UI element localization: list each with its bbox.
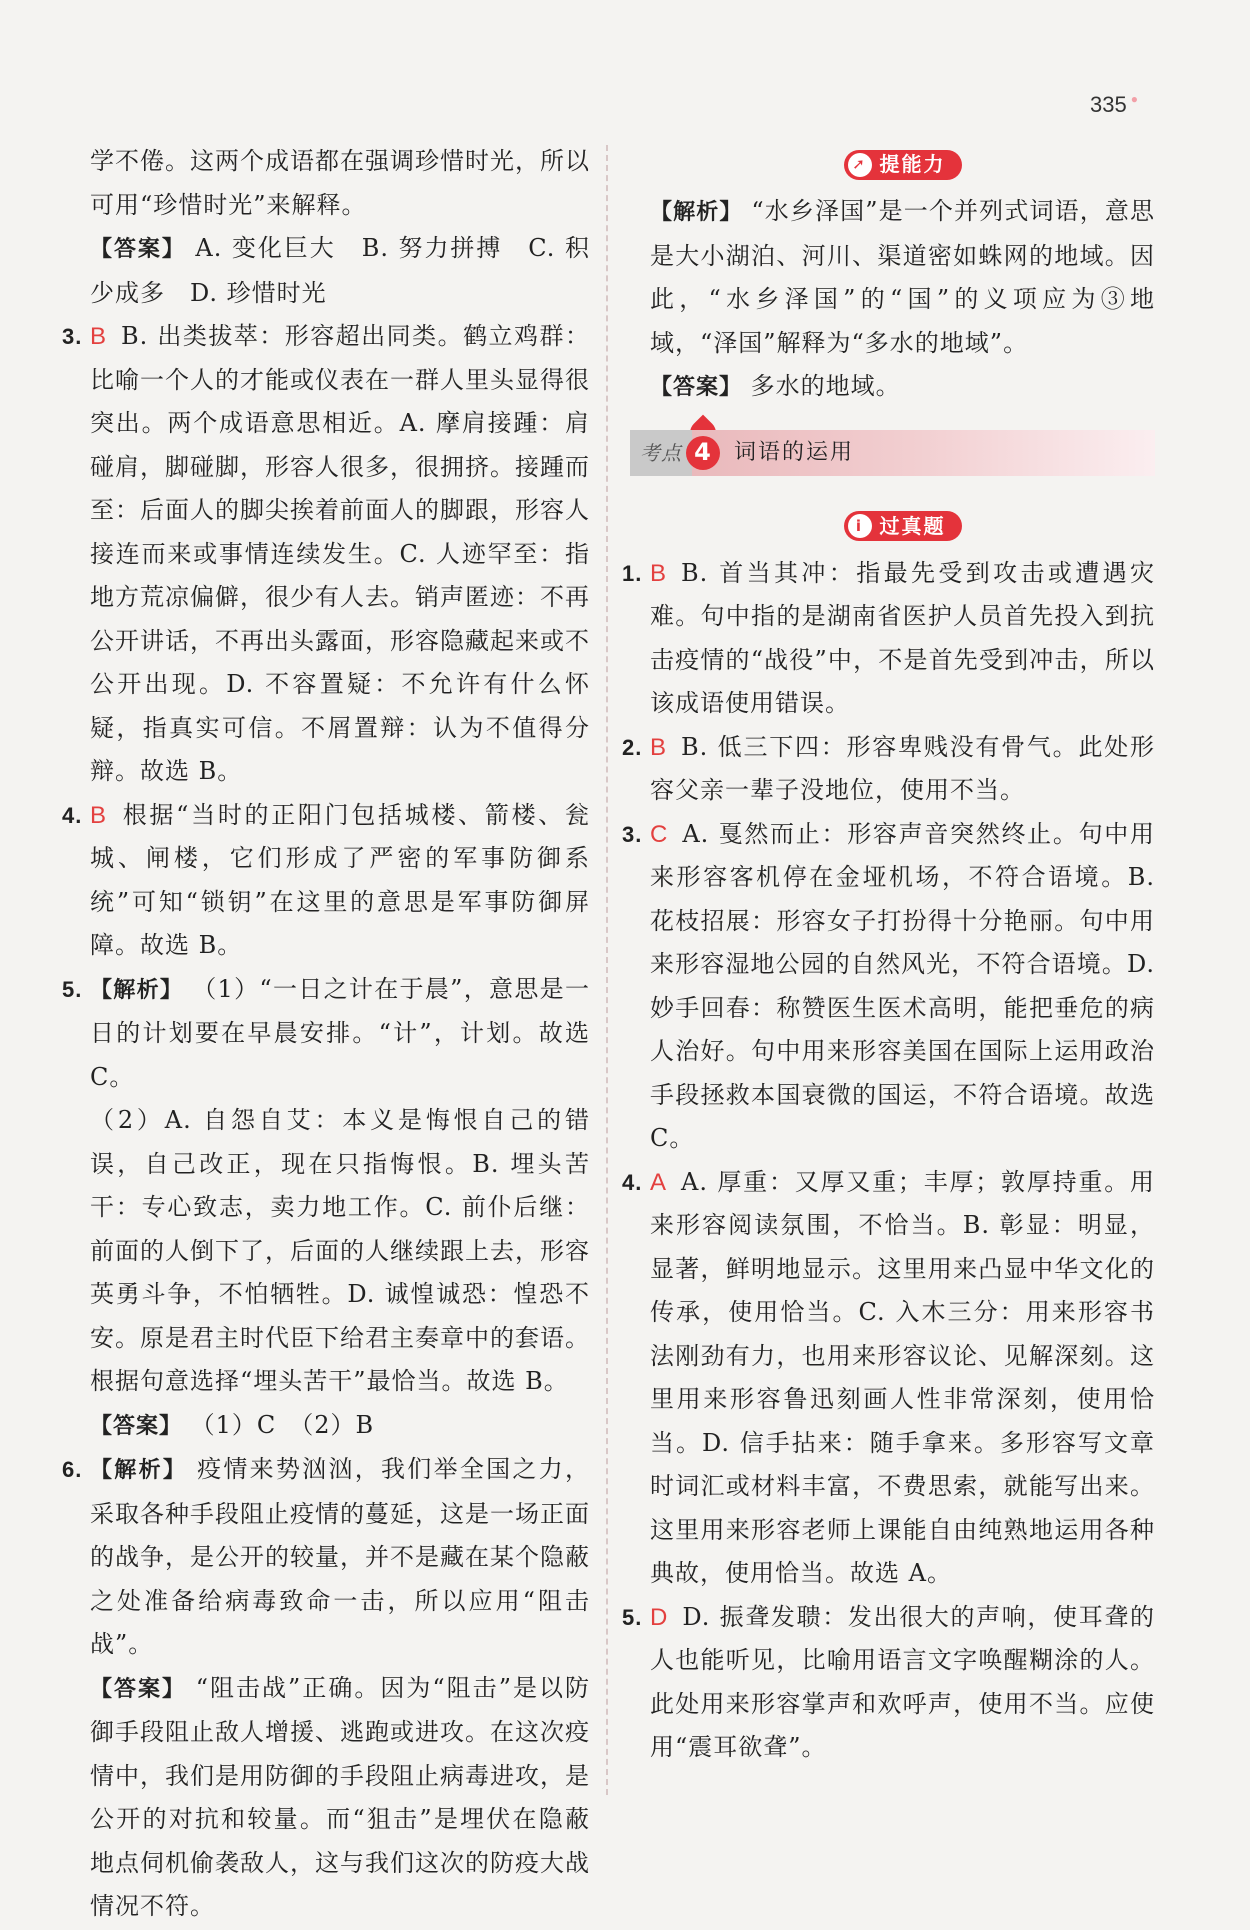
question-number: 3.: [62, 324, 83, 349]
answer-label: 【答案】: [90, 1676, 187, 1702]
answer-paragraph: [650, 365, 1155, 410]
question-4: [622, 1161, 1155, 1596]
answer-letter: B: [90, 323, 108, 350]
page-number-text: 335: [1090, 92, 1127, 117]
question-number: 4.: [62, 802, 83, 828]
question-text: 根据“当时的正阳门包括城楼、箭楼、瓮城、闸楼，它们形成了严密的军事防御系统”可知“锁钥”在这里的意思是军事防御屏障。故选 B。: [90, 800, 590, 959]
question-number: 5.: [622, 1604, 643, 1630]
section-badge-guozhenti: [650, 502, 1155, 552]
analysis-text: “水乡泽国”是一个并列式词语，意思是大小湖泊、河川、渠道密如蛛网的地域。因此，“水乡泽国”的“国”的义项应为③地域，“泽国”解释为“多水的地域”。: [650, 197, 1155, 357]
topic-label: 考点: [630, 430, 692, 476]
compass-icon: ➚: [848, 153, 872, 177]
question-number: 5.: [62, 976, 83, 1002]
question-text: D. 振聋发聩：发出很大的声响，使耳聋的人也能听见，比喻用语言文字唤醒糊涂的人。此处用来形容掌声和欢呼声，使用不当。应使用“震耳欲聋”。: [650, 1602, 1155, 1761]
question-4: [62, 794, 590, 968]
answer-label: 【答案】: [90, 1413, 183, 1439]
info-icon: i: [848, 514, 872, 538]
topic-banner: [630, 430, 1155, 476]
analysis-label: 【解析】: [650, 200, 743, 225]
question-number: 1.: [622, 560, 643, 586]
question-1: [622, 552, 1155, 726]
section-badge-tinengli: [650, 140, 1155, 190]
flame-number-icon: [686, 436, 720, 470]
question-text: A. 厚重：又厚又重；丰厚；敦厚持重。用来形容阅读氛围，不恰当。B. 彰显：明显，显著，鲜明地显示。这里用来凸显中华文化的传承，使用恰当。C. 入木三分：用来形容书法刚劲有力，也用来形容议论、见解深刻。这里用来形容鲁迅刻画人性非常深刻，使用恰当。D. 信手拈来：随手拿来。多形容写文章时词汇或材料丰富，不费思索，就能写出来。这里用来形容老师上课能自由纯熟地运用各种典故，使用恰当。故选 A。: [650, 1167, 1155, 1587]
question-6: [62, 1448, 590, 1929]
question-text: B. 首当其冲：指最先受到攻击或遭遇灾难。句中指的是湖南省医护人员首先投入到抗击疫情的“战役”中，不是首先受到冲击，所以该成语使用错误。: [650, 558, 1155, 717]
analysis-label: 【解析】: [90, 1458, 188, 1483]
question-text: A. 戛然而止：形容声音突然终止。句中用来形容客机停在金垭机场，不符合语境。B. 花枝招展：形容女子打扮得十分艳丽。句中用来形容湿地公园的自然风光，不符合语境。D. 妙手回春：称赞医生医术高明，能把垂危的病人治好。句中用来形容美国在国际上运用政治手段拯救本国衰微的国运，不符合语境。故选 C。: [650, 819, 1155, 1152]
answer-label: 【答案】: [650, 375, 743, 400]
answer-letter: A: [650, 1168, 668, 1196]
topic-title: 词语的运用: [734, 439, 855, 465]
analysis-text: 疫情来势汹汹，我们举全国之力，采取各种手段阻止疫情的蔓延，这是一场正面的战争，是公开的较量，并不是藏在某个隐蔽之处准备给病毒致命一击，所以应用“阻击战”。: [90, 1455, 590, 1658]
right-column: [622, 140, 1155, 1770]
question-2: [622, 726, 1155, 813]
answer-text: （1）C （2）B: [190, 1410, 375, 1439]
question-text: B. 低三下四：形容卑贱没有骨气。此处形容父亲一辈子没地位，使用不当。: [650, 732, 1155, 804]
column-divider: [606, 145, 608, 1795]
question-number: 2.: [622, 734, 643, 760]
question-3: [62, 315, 590, 794]
left-column: [62, 140, 591, 1929]
answer-letter: B: [650, 733, 668, 761]
badge-label: 提能力: [879, 152, 946, 176]
intro-answer: [90, 227, 590, 315]
topic-number: 4: [694, 437, 712, 466]
analysis-text-1: （1）“一日之计在于晨”，意思是一日的计划要在早晨安排。“计”，计划。故选 C。: [90, 974, 590, 1091]
answer-text: 多水的地域。: [750, 372, 901, 400]
intro-text: 学不倦。这两个成语都在强调珍惜时光，所以可用“珍惜时光”来解释。: [90, 147, 590, 219]
question-number: 4.: [622, 1169, 643, 1195]
answer-letter: C: [650, 820, 669, 848]
badge-label: 过真题: [879, 513, 946, 538]
page-dot-icon: ●: [1130, 92, 1138, 106]
question-number: 6.: [62, 1457, 83, 1482]
question-5: [62, 968, 590, 1449]
answer-label: 【答案】: [90, 237, 186, 262]
page-number: [1090, 92, 1138, 118]
answer-text: A. 变化巨大 B. 努力拼搏 C. 积少成多 D. 珍惜时光: [90, 234, 591, 307]
analysis-text-2: （2）A. 自怨自艾：本义是悔恨自己的错误，自己改正，现在只指悔恨。B. 埋头苦干：专心致志，卖力地工作。C. 前仆后继：前面的人倒下了，后面的人继续跟上去，形容英勇斗争，不怕牺牲。D. 诚惶诚恐：惶恐不安。原是君主时代臣下给君主奏章中的套语。根据句意选择“埋头苦干”最恰当。故选 B。: [90, 1106, 590, 1395]
answer-letter: D: [650, 1603, 669, 1631]
question-number: 3.: [622, 821, 643, 847]
question-text: B. 出类拔萃：形容超出同类。鹤立鸡群：比喻一个人的才能或仪表在一群人里头显得很突出。两个成语意思相近。A. 摩肩接踵：肩碰肩，脚碰脚，形容人很多，很拥挤。接踵而至：后面人的脚尖挨着前面人的脚跟，形容人接连而来或事情连续发生。C. 人迹罕至：指地方荒凉偏僻，很少有人去。销声匿迹：不再公开讲话，不再出头露面，形容隐藏起来或不公开出现。D. 不容置疑：不允许有什么怀疑，指真实可信。不屑置辩：认为不值得分辩。故选 B。: [90, 322, 590, 785]
analysis-label: 【解析】: [90, 977, 184, 1003]
answer-letter: B: [90, 801, 108, 829]
answer-text: “阻击战”正确。因为“阻击”是以防御手段阻止敌人增援、逃跑或进攻。在这次疫情中，我们是用防御的手段阻止病毒进攻，是公开的对抗和较量。而“狙击”是埋伏在隐蔽地点伺机偷袭敌人，这与我们这次的防疫大战情况不符。: [90, 1673, 590, 1920]
analysis-paragraph: [650, 190, 1155, 365]
question-5: [622, 1596, 1155, 1770]
question-3: [622, 813, 1155, 1161]
answer-letter: B: [650, 559, 668, 587]
